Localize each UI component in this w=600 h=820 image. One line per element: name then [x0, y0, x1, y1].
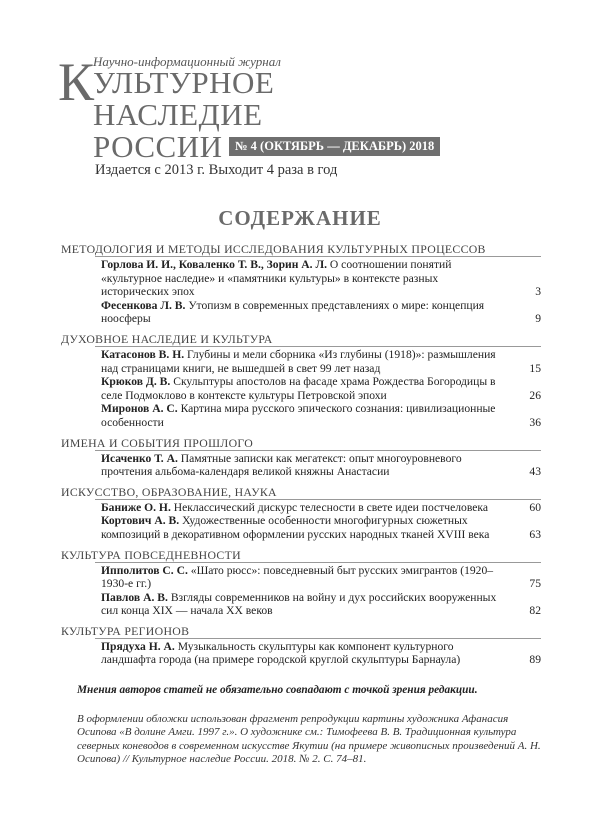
entry-title: О соотношении понятий «культурное наследие» и «памятники культуры» в контексте разных исторических эпох	[101, 258, 452, 299]
toc-entry[interactable]	[101, 258, 541, 299]
entry-authors: Кортович А. В.	[101, 514, 180, 528]
entry-page-number: 89	[529, 653, 541, 667]
entry-page-number: 36	[529, 415, 541, 429]
entry-authors: Ипполитов С. С.	[101, 563, 188, 577]
entry-page-number: 3	[535, 285, 541, 299]
table-of-contents	[61, 236, 541, 667]
title-initial-letter: К	[58, 52, 95, 112]
toc-entry[interactable]	[101, 564, 541, 591]
section-divider	[95, 499, 541, 500]
entry-authors: Миронов А. С.	[101, 402, 178, 416]
section-heading: ДУХОВНОЕ НАСЛЕДИЕ И КУЛЬТУРА	[61, 331, 273, 346]
section-divider	[95, 346, 541, 347]
entry-page-number: 63	[529, 527, 541, 541]
section-heading: КУЛЬТУРА ПОВСЕДНЕВНОСТИ	[61, 547, 241, 562]
entry-page-number: 75	[529, 577, 541, 591]
toc-entry[interactable]	[101, 375, 541, 402]
entry-title: Неклассический дискурс телесности в свете идеи постчеловека	[173, 500, 488, 514]
toc-entry[interactable]	[101, 452, 541, 479]
entry-title: Глубины и мели сборника «Из глубины (1918)»: размышления над страницами книги, не вышедшей в свет 99 лет назад	[101, 347, 496, 375]
entry-title: Утопизм в современных представлениях о мире: концепция ноосферы	[101, 298, 485, 326]
editorial-disclaimer: Мнения авторов статей не обязательно совпадают с точкой зрения редакции.	[77, 684, 478, 696]
entry-page-number: 15	[529, 361, 541, 375]
entry-title: Музыкальность скульптуры как компонент культурного ландшафта города (на примере городской круглой скульптуры Барнаула)	[101, 639, 461, 667]
cover-note: В оформлении обложки использован фрагмент репродукции картины художника Афанасия Осипова «В долине Амги. 1997 г.». О художнике см.: Тимофеева В. В. Традиционная культура северных коневодов в современном искусстве Якутии (на примере живописных произведений А. Н. Осипова) // Культурное наследие России. 2018. № 2. С. 74–81.	[77, 713, 541, 766]
section-heading: МЕТОДОЛОГИЯ И МЕТОДЫ ИССЛЕДОВАНИЯ КУЛЬТУРНЫХ ПРОЦЕССОВ	[61, 242, 486, 256]
journal-subtitle: Научно-информационный журнал	[93, 54, 281, 69]
section-divider	[95, 562, 541, 563]
entry-title: Взгляды современников на войну и дух российских вооруженных сил конца XIX — начала XX веков	[101, 590, 497, 618]
section-heading: ИМЕНА И СОБЫТИЯ ПРОШЛОГО	[61, 435, 254, 450]
entry-authors: Горлова И. И., Коваленко Т. В., Зорин А. Л.	[101, 258, 327, 271]
entry-title: «Шато рюсс»: повседневный быт русских эмигрантов (1920–1930-е гг.)	[101, 563, 494, 591]
entry-title: Памятные записки как мегатекст: опыт многоуровневого прочтения альбома-календаря великой княжны Анастасии	[101, 451, 462, 479]
toc-entry[interactable]	[101, 640, 541, 667]
entry-title: Картина мира русского эпического сознания: цивилизационные особенности	[101, 402, 496, 429]
entry-page-number: 26	[529, 388, 541, 402]
publication-info: Издается с 2013 г. Выходит 4 раза в год	[95, 162, 338, 178]
toc-entry[interactable]	[101, 299, 541, 326]
journal-title-line-2: НАСЛЕДИЕ	[93, 97, 263, 132]
toc-entry[interactable]	[101, 591, 541, 618]
section-divider	[95, 638, 541, 639]
toc-section	[61, 624, 541, 667]
journal-masthead	[58, 38, 558, 178]
entry-authors: Фесенкова Л. В.	[101, 298, 186, 312]
entry-authors: Катасонов В. Н.	[101, 347, 185, 361]
entry-page-number: 60	[529, 500, 541, 514]
toc-section	[61, 242, 541, 326]
contents-heading: СОДЕРЖАНИЕ	[218, 206, 382, 230]
entry-authors: Павлов А. В.	[101, 590, 168, 604]
toc-entry[interactable]	[101, 501, 541, 515]
toc-entry[interactable]	[101, 348, 541, 375]
section-divider	[95, 450, 541, 451]
entry-page-number: 9	[535, 312, 541, 326]
entry-page-number: 82	[529, 604, 541, 618]
entry-page-number: 43	[529, 465, 541, 479]
toc-section	[61, 436, 541, 479]
entry-title: Скульптуры апостолов на фасаде храма Рождества Богородицы в селе Подмоклово в контексте культуры Петровской эпохи	[101, 375, 496, 402]
entry-authors: Прядуха Н. А.	[101, 639, 175, 653]
toc-section	[61, 485, 541, 542]
issue-badge: № 4 (ОКТЯБРЬ — ДЕКАБРЬ) 2018	[229, 137, 440, 156]
section-divider	[95, 256, 541, 257]
section-heading: ИСКУССТВО, ОБРАЗОВАНИЕ, НАУКА	[61, 484, 277, 499]
entry-authors: Баниже О. Н.	[101, 500, 171, 514]
section-heading: КУЛЬТУРА РЕГИОНОВ	[61, 623, 190, 638]
toc-section	[61, 548, 541, 618]
entry-authors: Исаченко Т. А.	[101, 451, 178, 465]
entry-authors: Крюков Д. В.	[101, 375, 171, 389]
toc-entry[interactable]	[101, 514, 541, 541]
toc-section	[61, 332, 541, 430]
toc-entry[interactable]	[101, 402, 541, 429]
journal-title-line-3: РОССИИ	[93, 129, 223, 164]
journal-title-line-1: УЛЬТУРНОЕ	[93, 65, 275, 100]
entry-title: Художественные особенности многофигурных сюжетных композиций в декоративном оформлении русских народных тканей XVIII века	[101, 514, 490, 541]
